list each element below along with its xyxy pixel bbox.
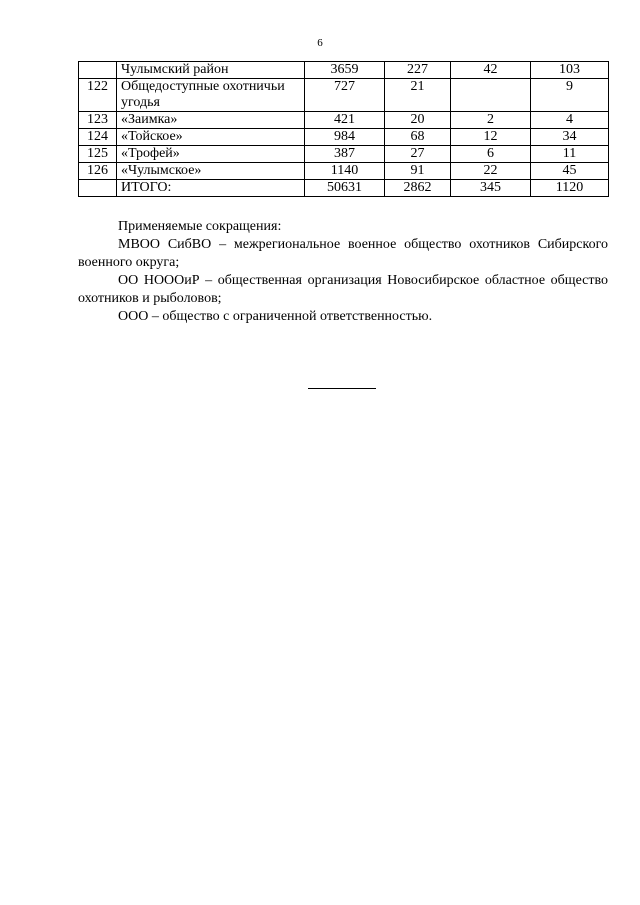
- value-cell: 2862: [385, 180, 451, 197]
- value-cell: 27: [385, 146, 451, 163]
- area-name-cell: «Чулымское»: [117, 163, 305, 180]
- abbreviation-item: ОО НОООиР – общественная организация Новосибирское областное общество охотников и рыболовов;: [78, 273, 608, 306]
- value-cell: 21: [385, 79, 451, 112]
- value-cell: 91: [385, 163, 451, 180]
- table-row: [79, 146, 609, 163]
- area-name-cell: «Трофей»: [117, 146, 305, 163]
- value-cell: 12: [451, 129, 531, 146]
- table-row: [79, 112, 609, 129]
- value-cell: 1140: [305, 163, 385, 180]
- value-cell: 387: [305, 146, 385, 163]
- page-number: 6: [317, 37, 323, 49]
- value-cell: 11: [531, 146, 609, 163]
- value-cell: 45: [531, 163, 609, 180]
- abbreviation-item: МВОО СибВО – межрегиональное военное общество охотников Сибирского военного округа;: [78, 237, 608, 270]
- area-name-cell: ИТОГО:: [117, 180, 305, 197]
- value-cell: 1120: [531, 180, 609, 197]
- area-name-cell: «Тойское»: [117, 129, 305, 146]
- row-number-cell: [79, 62, 117, 79]
- value-cell: 42: [451, 62, 531, 79]
- value-cell: 3659: [305, 62, 385, 79]
- table-row: [79, 62, 609, 79]
- row-number-cell: 126: [79, 163, 117, 180]
- row-number-cell: 124: [79, 129, 117, 146]
- value-cell: 20: [385, 112, 451, 129]
- area-name-cell: Чулымский район: [117, 62, 305, 79]
- hunting-grounds-table: [78, 61, 609, 197]
- value-cell: 6: [451, 146, 531, 163]
- value-cell: 727: [305, 79, 385, 112]
- abbreviation-item: ООО – общество с ограниченной ответственностью.: [118, 309, 433, 324]
- closing-divider-line: [308, 388, 376, 389]
- value-cell: 2: [451, 112, 531, 129]
- value-cell: 227: [385, 62, 451, 79]
- row-number-cell: 122: [79, 79, 117, 112]
- row-number-cell: [79, 180, 117, 197]
- row-number-cell: 123: [79, 112, 117, 129]
- value-cell: 421: [305, 112, 385, 129]
- table-row: [79, 129, 609, 146]
- value-cell: 34: [531, 129, 609, 146]
- value-cell: 103: [531, 62, 609, 79]
- area-name-cell: «Заимка»: [117, 112, 305, 129]
- area-name-cell: Общедоступные охотничьи угодья: [117, 79, 305, 112]
- table-row: [79, 79, 609, 112]
- value-cell: 22: [451, 163, 531, 180]
- table-row: [79, 163, 609, 180]
- abbreviations-notes: [78, 218, 608, 326]
- abbreviations-heading: Применяемые сокращения:: [118, 219, 282, 234]
- value-cell: 4: [531, 112, 609, 129]
- value-cell: 9: [531, 79, 609, 112]
- table-row: [79, 180, 609, 197]
- value-cell: 68: [385, 129, 451, 146]
- value-cell: 345: [451, 180, 531, 197]
- row-number-cell: 125: [79, 146, 117, 163]
- value-cell: 50631: [305, 180, 385, 197]
- value-cell: 984: [305, 129, 385, 146]
- value-cell: [451, 79, 531, 112]
